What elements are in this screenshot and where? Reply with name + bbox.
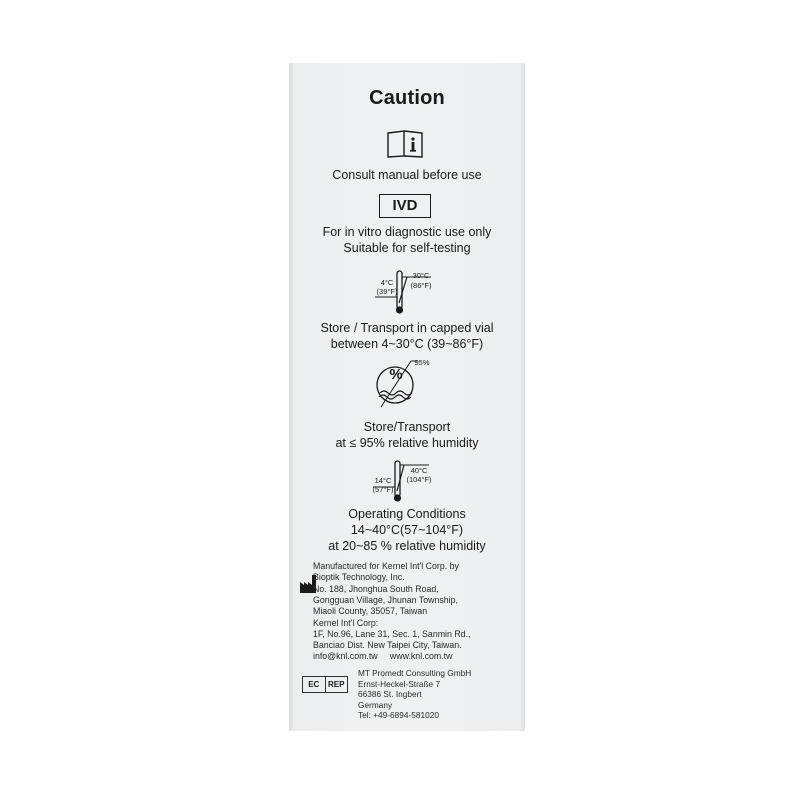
rep-line-3: 66386 St. Ingbert [358,689,422,700]
rep-label: REP [328,680,345,689]
operating-high-c: 40°C [410,466,428,475]
storage-high-f: (86°F) [410,281,432,290]
caution-title: Caution [369,87,445,109]
humidity-line-2: at ≤ 95% relative humidity [335,436,479,450]
storage-low-f: (39°F) [376,287,398,296]
operating-line-3: at 20~85 % relative humidity [328,539,486,553]
manufacturer-line-3: No. 188, Jhonghua South Road, [313,583,439,594]
humidity-icon-label: 95% [414,358,430,367]
manufacturer-line-8: Banciao Dist. New Taipei City, Taiwan. [313,640,462,651]
storage-line-2: between 4~30°C (39~86°F) [330,337,484,351]
storage-high-c: 30°C [412,271,430,280]
operating-line-2: 14~40°C(57~104°F) [350,523,464,537]
storage-low-c: 4°C [380,278,394,287]
rep-line-4: Germany [358,699,393,710]
manufacturer-line-6: Kernel Int'l Corp: [313,617,379,628]
operating-low-f: (57°F) [372,485,394,494]
manufacturer-contact: info@knl.com.tw www.knl.com.tw [313,651,453,662]
ec-label: EC [303,677,326,692]
operating-line-1: Operating Conditions [348,507,466,521]
ivd-line-2: Suitable for self-testing [343,241,471,255]
consult-manual-text: Consult manual before use [332,168,482,182]
humidity-percent-glyph: % [389,366,403,383]
rep-line-2: Ernst-Heckel-Straße 7 [358,678,441,689]
storage-line-1: Store / Transport in capped vial [320,321,494,335]
operating-high-f: (104°F) [406,475,432,484]
caution-panel [289,63,525,731]
manufacturer-line-4: Gongguan Village, Jhunan Township, [313,594,458,605]
ivd-symbol: IVD [379,194,431,218]
manufacturer-line-5: Miaoli County, 35057, Taiwan [313,606,428,617]
manufacturer-line-2: Bioptik Technology, Inc. [313,572,405,583]
manufacturer-line-7: 1F, No.96, Lane 31, Sec. 1, Sanmin Rd., [313,628,471,639]
ec-rep-symbol [302,676,348,693]
rep-phone: Tel: +49-6894-581020 [358,710,439,721]
ivd-line-1: For in vitro diagnostic use only [322,225,492,239]
rep-line-1: MT Promedt Consulting GmbH [358,668,472,678]
consult-manual-icon [386,129,424,159]
humidity-line-1: Store/Transport [363,420,451,434]
operating-low-c: 14°C [374,476,392,485]
manufacturer-line-1: Manufactured for Kernel Int'l Corp. by [313,561,459,571]
